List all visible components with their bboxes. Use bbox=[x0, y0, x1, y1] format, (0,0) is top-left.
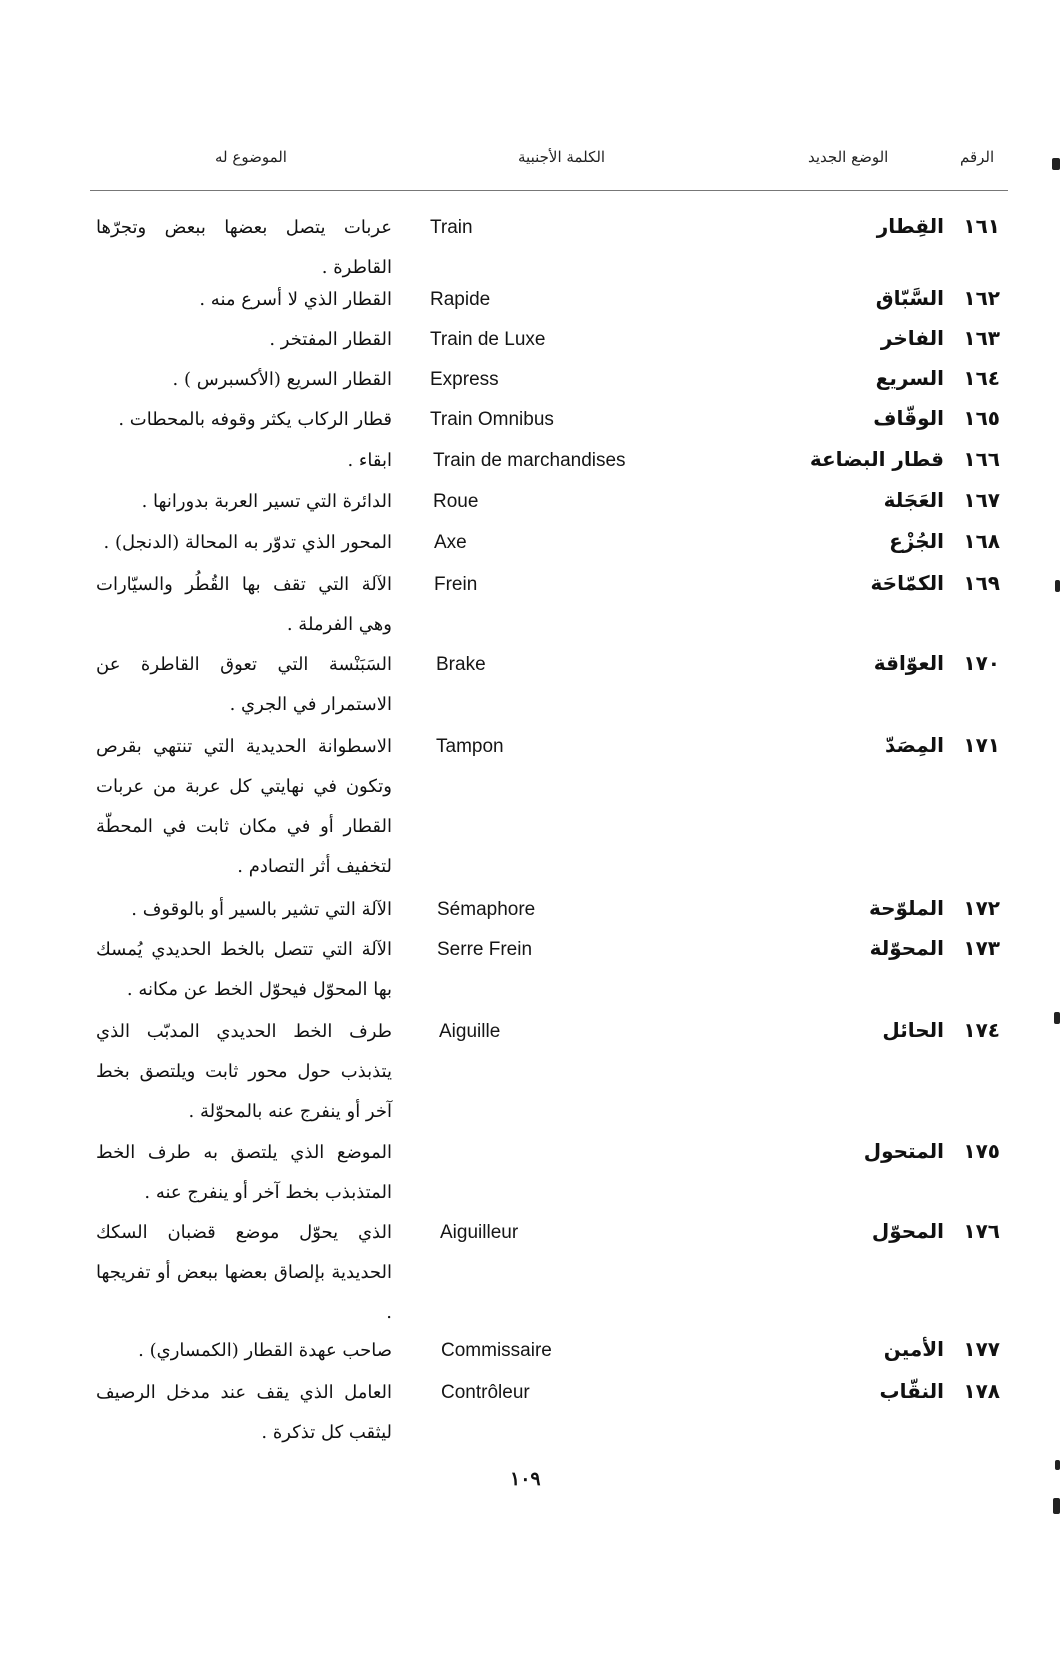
entry-arabic-term: الفاخر bbox=[880, 326, 944, 350]
entry-definition: صاحب عهدة القطار (الكمساري) . bbox=[138, 1340, 392, 1361]
entry-definition: العامل الذي يقف عند مدخل الرصيف ليثقب كل تذكرة . bbox=[96, 1382, 392, 1443]
entry-foreign-word: Commissaire bbox=[441, 1340, 552, 1361]
entry-arabic-term: الأمين bbox=[883, 1337, 944, 1361]
entry-arabic-term: المتحول bbox=[863, 1139, 944, 1163]
header-number: الرقم bbox=[960, 148, 995, 166]
entry-definition: الآلة التي تتصل بالخط الحديدي يُمسك بها المحوّل فيحوّل الخط عن مكانه . bbox=[96, 939, 392, 1000]
entry-definition: المحور الذي تدوّر به المحالة (الدنجل) . bbox=[103, 532, 392, 553]
entry-arabic-term: المحوّل bbox=[871, 1219, 944, 1243]
entry-number: ١٧٤ bbox=[963, 1018, 1000, 1042]
entry-foreign-word: Train de marchandises bbox=[433, 450, 626, 471]
entry-number: ١٧١ bbox=[963, 733, 1000, 757]
entry-foreign-word: Train bbox=[430, 217, 473, 238]
entry-number: ١٦٦ bbox=[963, 447, 1000, 471]
entry-foreign-word: Axe bbox=[434, 532, 467, 553]
header-new-term: الوضع الجديد bbox=[808, 148, 889, 166]
entry-number: ١٦٧ bbox=[963, 488, 1000, 512]
entry-arabic-term: الكمّاحَة bbox=[870, 571, 944, 595]
entry-number: ١٧٨ bbox=[963, 1379, 1000, 1403]
entry-arabic-term: الجُزْع bbox=[889, 529, 944, 553]
entry-definition: طرف الخط الحديدي المدبّب الذي يتذبذب حول محور ثابت ويلتصق بخط آخر أو ينفرج عنه بالمحوّلة . bbox=[96, 1021, 392, 1122]
entry-arabic-term: الملوّحة bbox=[868, 896, 944, 920]
entry-foreign-word: Contrôleur bbox=[441, 1382, 530, 1403]
entry-arabic-term: قطار البضاعة bbox=[809, 447, 944, 471]
entry-foreign-word: Rapide bbox=[430, 289, 491, 310]
entry-arabic-term: السَّبّاق bbox=[875, 286, 944, 310]
entry-foreign-word: Sémaphore bbox=[437, 899, 536, 920]
header-foreign-word: الكلمة الأجنبية bbox=[518, 148, 606, 166]
entry-definition: القطار المفتخر . bbox=[269, 329, 392, 350]
entry-foreign-word: Serre Frein bbox=[437, 939, 533, 960]
entry-arabic-term: الوقّاف bbox=[873, 406, 944, 430]
entry-definition: القطار السريع (الأكسبرس ) . bbox=[172, 369, 392, 390]
entry-definition: الاسطوانة الحديدية التي تنتهي بقرص وتكون في نهايتي كل عربة من عربات القطار أو في مكان ثابت في المحطّة لتخفيف أثر التصادم . bbox=[96, 736, 392, 877]
entry-definition: ابقاء . bbox=[347, 450, 392, 471]
scan-mark bbox=[1055, 580, 1060, 592]
entry-definition: عربات يتصل بعضها ببعض وتجرّها القاطرة . bbox=[96, 217, 392, 278]
entry-number: ١٦٨ bbox=[963, 529, 1000, 553]
entry-definition: الدائرة التي تسير العربة بدورانها . bbox=[141, 491, 392, 512]
entry-number: ١٧٦ bbox=[963, 1219, 1000, 1243]
entry-number: ١٧٥ bbox=[963, 1139, 1000, 1163]
entry-arabic-term: القِطار bbox=[876, 214, 944, 238]
scan-mark bbox=[1052, 158, 1060, 170]
entry-number: ١٦٤ bbox=[963, 366, 1000, 390]
entry-definition: الموضع الذي يلتصق به طرف الخط المتذبذب بخط آخر أو ينفرج عنه . bbox=[96, 1142, 392, 1203]
entry-foreign-word: Roue bbox=[433, 491, 479, 512]
entry-definition: الذي يحوّل موضع قضبان السكك الحديدية بإلصاق بعضها ببعض أو تفريجها . bbox=[96, 1222, 392, 1323]
entry-arabic-term: العَجَلة bbox=[883, 488, 944, 512]
entry-number: ١٦٣ bbox=[963, 326, 1000, 350]
entry-number: ١٧٢ bbox=[963, 896, 1000, 920]
entry-number: ١٧٠ bbox=[963, 651, 1000, 675]
scan-mark bbox=[1054, 1012, 1060, 1024]
entry-arabic-term: العوّاقة bbox=[873, 651, 944, 675]
scan-mark bbox=[1053, 1498, 1060, 1514]
entry-foreign-word: Train de Luxe bbox=[430, 329, 546, 350]
entry-foreign-word: Brake bbox=[436, 654, 486, 675]
entry-foreign-word: Train Omnibus bbox=[430, 409, 554, 430]
entry-definition: القطار الذي لا أسرع منه . bbox=[199, 289, 392, 310]
entry-arabic-term: المِصَدّ bbox=[884, 733, 944, 757]
entry-foreign-word: Aiguille bbox=[439, 1021, 501, 1042]
entry-foreign-word: Frein bbox=[434, 574, 478, 595]
header-definition: الموضوع له bbox=[215, 148, 287, 166]
entry-foreign-word: Aiguilleur bbox=[440, 1222, 519, 1243]
scan-mark bbox=[1055, 1460, 1060, 1470]
header-rule bbox=[90, 190, 1008, 191]
entry-arabic-term: الحائل bbox=[882, 1018, 944, 1042]
entry-number: ١٦٥ bbox=[963, 406, 1000, 430]
entry-arabic-term: المحوّلة bbox=[869, 936, 944, 960]
entry-definition: قطار الركاب يكثر وقوفه بالمحطات . bbox=[118, 409, 392, 430]
entry-number: ١٦٢ bbox=[963, 286, 1000, 310]
entry-number: ١٦٩ bbox=[963, 571, 1000, 595]
entry-number: ١٧٧ bbox=[963, 1337, 1000, 1361]
entry-definition: السَبَنْسة التي تعوق القاطرة عن الاستمرار في الجري . bbox=[96, 654, 392, 715]
entry-foreign-word: Express bbox=[430, 369, 499, 390]
entry-definition: الآلة التي تقف بها القُطُر والسيّارات وهي الفرملة . bbox=[96, 574, 392, 635]
entry-arabic-term: السريع bbox=[875, 366, 944, 390]
entry-number: ١٧٣ bbox=[963, 936, 1000, 960]
entry-number: ١٦١ bbox=[963, 214, 1000, 238]
entry-foreign-word: Tampon bbox=[436, 736, 504, 757]
entry-definition: الآلة التي تشير بالسير أو بالوقوف . bbox=[131, 899, 392, 920]
entry-arabic-term: النقّاب bbox=[879, 1379, 944, 1403]
page-number: ١٠٩ bbox=[510, 1468, 541, 1490]
